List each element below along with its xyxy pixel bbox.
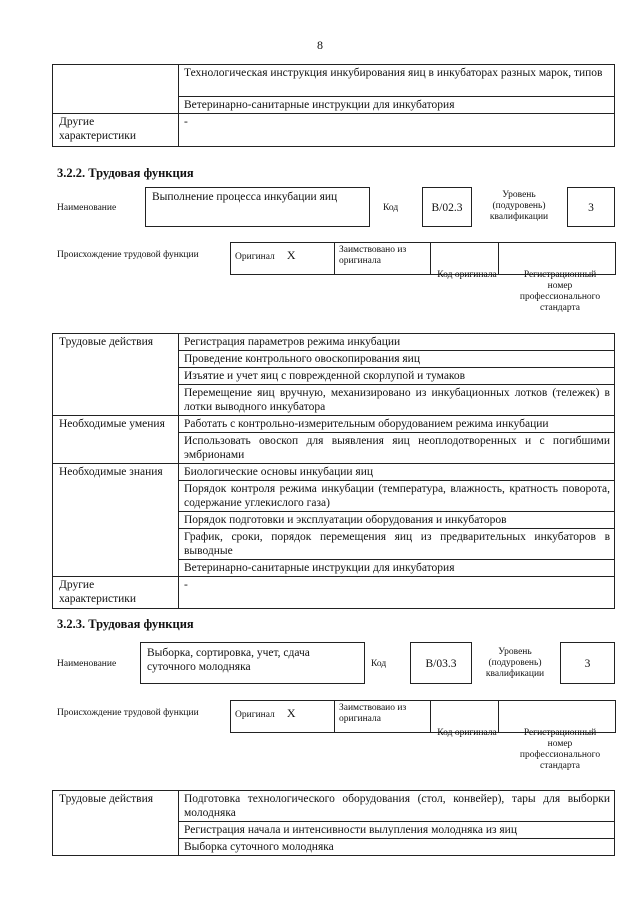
table-cell: Выборка суточного молодняка: [179, 839, 615, 856]
original-label: Оригинал: [235, 710, 275, 720]
table-cell: Работать с контрольно-измерительным оборудованием режима инкубации: [179, 416, 615, 433]
table-cell: Порядок контроля режима инкубации (температура, влажность, кратность поворота, содержание углекислого газа): [179, 481, 615, 512]
table-cell: Регистрация параметров режима инкубации: [179, 334, 615, 351]
table-cell: Порядок подготовки и эксплуатации оборудования и инкубаторов: [179, 512, 615, 529]
level-box: [560, 642, 615, 684]
page-number: 8: [317, 38, 323, 52]
original-mark: X: [286, 248, 296, 262]
reg-number-label: Регистрационный номер профессионального стандарта: [519, 728, 601, 771]
section-title: 3.2.2. Трудовая функция: [57, 166, 194, 180]
original-label: Оригинал: [235, 252, 275, 262]
table-cell: Подготовка технологического оборудования (стол, конвейер), тары для выборки молодняка: [179, 791, 615, 822]
table-cell: Изъятие и учет яиц с поврежденной скорлупой и тумаков: [179, 368, 615, 385]
code-label: Код: [371, 659, 387, 669]
function-name-box: [145, 187, 370, 227]
section2-table: [52, 790, 615, 856]
level-value: 3: [584, 658, 591, 670]
table-cell: Биологические основы инкубации яиц: [179, 464, 615, 481]
level-value: 3: [588, 202, 594, 214]
table-row-head: Необходимые умения: [53, 416, 179, 464]
table-cell: Ветеринарно-санитарные инструкции для инкубатория: [179, 97, 615, 114]
name-label: Наименование: [57, 203, 117, 213]
original-cell: [231, 243, 335, 275]
table-row-head: [53, 65, 179, 114]
section1-table: [52, 333, 615, 609]
table-row-head: Трудовые действия: [53, 334, 179, 416]
reg-number-label: Регистрационный номер профессионального стандарта: [519, 270, 601, 313]
table-cell: -: [179, 577, 615, 609]
origin-label: Происхождение трудовой функции: [57, 708, 199, 718]
name-label: Наименование: [57, 659, 117, 669]
table-cell: Проведение контрольного овоскопирования яиц: [179, 351, 615, 368]
code-original-label: Код оригинала: [437, 270, 497, 280]
code-value: B/03.3: [425, 658, 457, 670]
table-row-head: Необходимые знания: [53, 464, 179, 577]
top-table: [52, 64, 615, 147]
table-cell: Использовать овоскоп для выявления яиц неоплодотворенных и с погибшими эмбрионами: [179, 433, 615, 464]
original-mark: X: [286, 706, 296, 720]
function-name: Выполнение процесса инкубации яиц: [152, 191, 338, 203]
original-cell: [231, 701, 335, 733]
section-title: 3.2.3. Трудовая функция: [57, 617, 194, 631]
table-cell: Технологическая инструкция инкубирования яиц в инкубаторах разных марок, типов: [179, 65, 615, 97]
table-cell: -: [179, 114, 615, 147]
code-label: Код: [383, 203, 399, 213]
table-row-head: Другие характеристики: [53, 114, 179, 147]
table-cell: Ветеринарно-санитарные инструкции для инкубатория: [179, 560, 615, 577]
table-row-head: Трудовые действия: [53, 791, 179, 856]
code-box: [422, 187, 472, 227]
function-name: Выборка, сортировка, учет, сдача суточного молодняка: [147, 647, 310, 673]
code-box: [410, 642, 472, 684]
function-name-box: [140, 642, 365, 684]
code-value: B/02.3: [431, 202, 463, 214]
table-cell: Регистрация начала и интенсивности вылупления молодняка из яиц: [179, 822, 615, 839]
level-label: Уровень (подуровень) квалификации: [489, 190, 549, 222]
code-original-label: Код оригинала: [437, 728, 497, 738]
level-label: Уровень (подуровень) квалификации: [485, 647, 545, 679]
borrowed-cell: Заимствоваио из оригинала: [335, 701, 431, 733]
table-cell: Перемещение яиц вручную, механизировано из инкубационных лотков (тележек) в лотки выводного инкубатора: [179, 385, 615, 416]
borrowed-cell: Заимствовано из оригинала: [335, 243, 431, 275]
table-cell: График, сроки, порядок перемещения яиц из предварительных инкубаторов в выводные: [179, 529, 615, 560]
table-row-head: Другие характеристики: [53, 577, 179, 609]
level-box: [567, 187, 615, 227]
origin-label: Происхождение трудовой функции: [57, 250, 199, 260]
